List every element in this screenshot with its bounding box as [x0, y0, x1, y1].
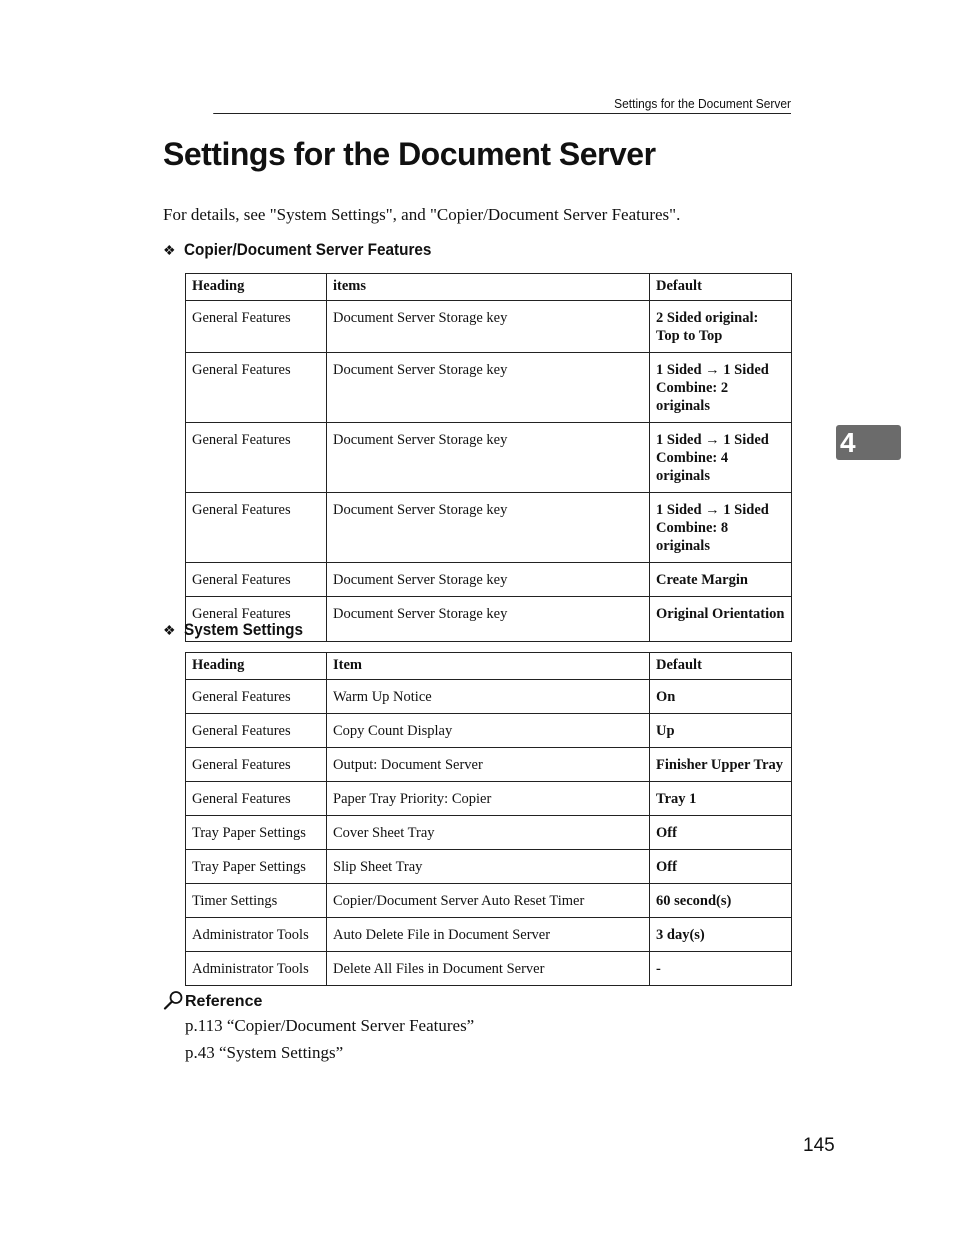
running-head: Settings for the Document Server	[213, 96, 791, 114]
default-cell: 2 Sided original: Top to Top	[650, 301, 792, 353]
heading-cell: Tray Paper Settings	[186, 816, 327, 850]
table-row	[186, 884, 792, 918]
item-cell: Document Server Storage key	[327, 597, 650, 642]
system-section-title: System Settings	[183, 620, 303, 639]
table-row	[186, 680, 792, 714]
default-cell: -	[650, 952, 792, 986]
default-cell: Up	[650, 714, 792, 748]
heading-cell: General Features	[186, 423, 327, 493]
default-cell: Tray 1	[650, 782, 792, 816]
item-cell: Document Server Storage key	[327, 493, 650, 563]
table-row	[186, 748, 792, 782]
heading-cell: Timer Settings	[186, 884, 327, 918]
default-cell: 60 second(s)	[650, 884, 792, 918]
default-cell: Off	[650, 850, 792, 884]
item-cell: Auto Delete File in Document Server	[327, 918, 650, 952]
heading-cell: Administrator Tools	[186, 918, 327, 952]
default-cell: 1 Sided → 1 Sided Combine: 4 originals	[650, 423, 792, 493]
default-cell: Off	[650, 816, 792, 850]
heading-cell: Tray Paper Settings	[186, 850, 327, 884]
item-cell: Cover Sheet Tray	[327, 816, 650, 850]
table-row	[186, 952, 792, 986]
item-cell: Slip Sheet Tray	[327, 850, 650, 884]
default-cell: On	[650, 680, 792, 714]
default-cell: Original Orientation	[650, 597, 792, 642]
item-cell: Document Server Storage key	[327, 301, 650, 353]
item-cell: Document Server Storage key	[327, 563, 650, 597]
default-cell: Create Margin	[650, 563, 792, 597]
item-cell: Copy Count Display	[327, 714, 650, 748]
table-row	[186, 782, 792, 816]
chapter-tab: 4	[836, 425, 901, 460]
heading-cell: General Features	[186, 782, 327, 816]
item-cell: Paper Tray Priority: Copier	[327, 782, 650, 816]
diamond-bullet-icon: ❖	[163, 621, 176, 638]
table-row	[186, 301, 792, 353]
default-cell: 1 Sided → 1 Sided Combine: 8 originals	[650, 493, 792, 563]
table-row	[186, 918, 792, 952]
heading-cell: General Features	[186, 493, 327, 563]
default-cell: 3 day(s)	[650, 918, 792, 952]
heading-cell: General Features	[186, 563, 327, 597]
heading-cell: General Features	[186, 301, 327, 353]
heading-cell: General Features	[186, 714, 327, 748]
table-row	[186, 850, 792, 884]
column-header: Item	[327, 653, 650, 680]
reference-link[interactable]: p.113 “Copier/Document Server Features”	[185, 1016, 475, 1035]
system-section-heading	[163, 620, 316, 640]
table-row	[186, 714, 792, 748]
reference-label: Reference	[185, 993, 263, 1010]
table-header-row	[186, 653, 792, 680]
reference-magnifier-icon	[163, 990, 185, 1010]
heading-cell: General Features	[186, 680, 327, 714]
table-header-row	[186, 274, 792, 301]
page-number: 145	[803, 1135, 835, 1156]
heading-cell: General Features	[186, 597, 327, 642]
diamond-bullet-icon: ❖	[163, 241, 176, 258]
column-header: Heading	[186, 274, 327, 301]
table-row	[186, 353, 792, 423]
heading-cell: General Features	[186, 353, 327, 423]
table-row	[186, 493, 792, 563]
table-row	[186, 423, 792, 493]
copier-section-title: Copier/Document Server Features	[183, 240, 431, 259]
item-cell: Delete All Files in Document Server	[327, 952, 650, 986]
system-settings-table	[185, 652, 792, 986]
reference-link[interactable]: p.43 “System Settings”	[185, 1043, 344, 1062]
column-header: Default	[650, 653, 792, 680]
item-cell: Warm Up Notice	[327, 680, 650, 714]
table-row	[186, 563, 792, 597]
heading-cell: Administrator Tools	[186, 952, 327, 986]
copier-section-heading	[163, 240, 458, 260]
intro-paragraph: For details, see "System Settings", and "Copier/Document Server Features".	[163, 205, 681, 224]
column-header: Heading	[186, 653, 327, 680]
copier-features-table	[185, 273, 792, 642]
column-header: Default	[650, 274, 792, 301]
page-title: Settings for the Document Server	[163, 136, 656, 172]
table-row	[186, 816, 792, 850]
item-cell: Document Server Storage key	[327, 423, 650, 493]
default-cell: Finisher Upper Tray	[650, 748, 792, 782]
column-header: items	[327, 274, 650, 301]
default-cell: 1 Sided → 1 Sided Combine: 2 originals	[650, 353, 792, 423]
item-cell: Document Server Storage key	[327, 353, 650, 423]
item-cell: Output: Document Server	[327, 748, 650, 782]
heading-cell: General Features	[186, 748, 327, 782]
item-cell: Copier/Document Server Auto Reset Timer	[327, 884, 650, 918]
